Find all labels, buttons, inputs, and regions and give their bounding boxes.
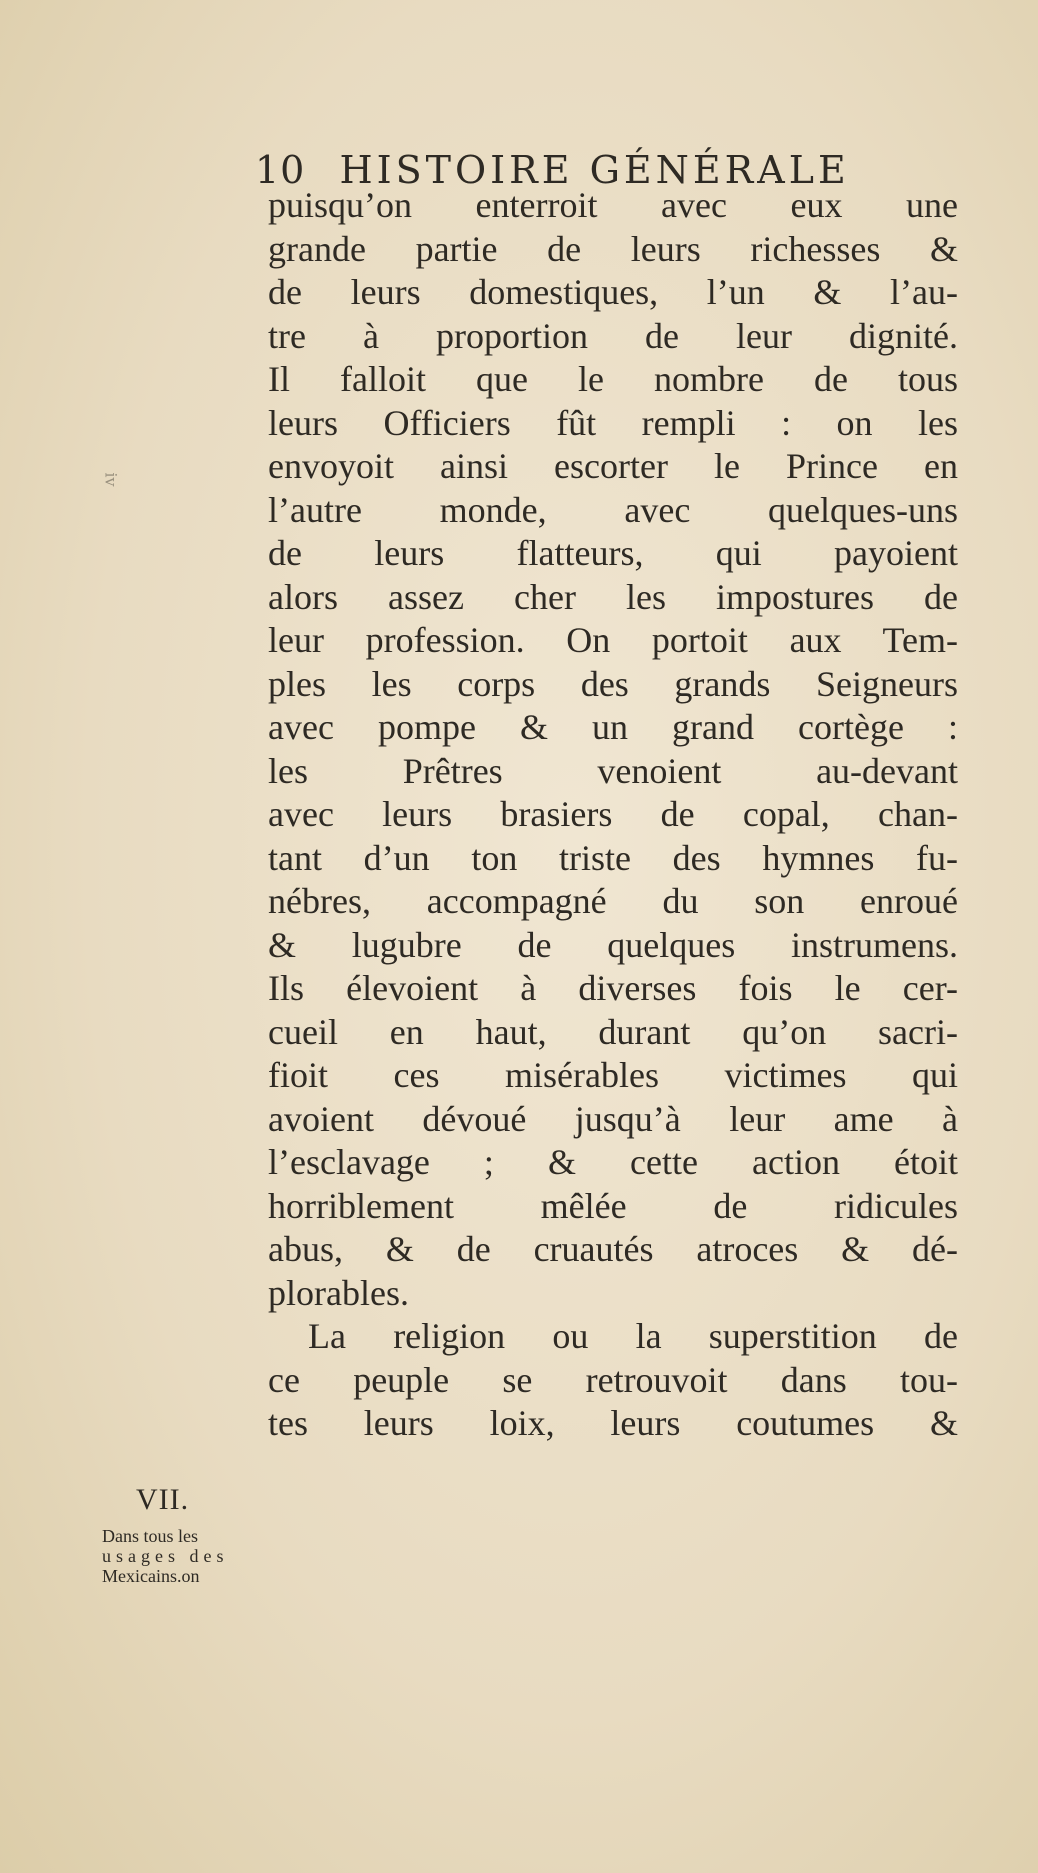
- text-line: l’autre monde, avec quelques-uns: [268, 489, 958, 530]
- text-line: de leurs domestiques, l’un & l’au-: [268, 272, 958, 312]
- text-line: alors assez cher les impostures de: [268, 576, 958, 617]
- sidenote-line: Dans tous les: [102, 1526, 198, 1546]
- text-line: leur profession. On portoit aux Tem-: [268, 620, 958, 660]
- text-line: les Prêtres venoient au-devant: [268, 750, 958, 791]
- text-line: Ils élevoient à diverses fois le cer-: [268, 968, 958, 1008]
- text-line: avoient dévoué jusqu’à leur ame à: [268, 1098, 958, 1139]
- text-line: tes leurs loix, leurs coutumes &: [268, 1403, 958, 1443]
- text-line: nébres, accompagné du son enroué: [268, 881, 958, 921]
- text-line: avec pompe & un grand cortège :: [268, 707, 958, 747]
- text-line: envoyoit ainsi escorter le Prince en: [268, 446, 958, 486]
- margin-sidenote: [102, 1526, 262, 1586]
- text-line: Il falloit que le nombre de tous: [268, 359, 958, 399]
- text-line: de leurs flatteurs, qui payoient: [268, 533, 958, 573]
- margin-mark: ⅳ: [101, 472, 121, 487]
- running-title: HISTOIRE GÉNÉRALE: [339, 148, 850, 192]
- text-line: abus, & de cruautés atroces & dé-: [268, 1229, 958, 1269]
- page-number: 10: [255, 148, 306, 192]
- text-line: tant d’un ton triste des hymnes fu-: [268, 837, 958, 878]
- body-text: [268, 184, 958, 1446]
- text-line: plorables.: [268, 1272, 409, 1313]
- text-line: ce peuple se retrouvoit dans tou-: [268, 1359, 958, 1400]
- text-line: fioit ces misérables victimes qui: [268, 1055, 958, 1095]
- text-line: ples les corps des grands Seigneurs: [268, 663, 958, 704]
- text-line: grande partie de leurs richesses &: [268, 228, 958, 269]
- text-line: avec leurs brasiers de copal, chan-: [268, 794, 958, 834]
- text-line: horriblement mêlée de ridicules: [268, 1185, 958, 1226]
- sidenote-line: usages des: [102, 1546, 229, 1566]
- sidenote-line: Mexicains.on: [102, 1566, 200, 1586]
- text-line: La religion ou la superstition de: [308, 1316, 958, 1356]
- text-line: puisqu’on enterroit avec eux une: [268, 185, 958, 225]
- text-line: l’esclavage ; & cette action étoit: [268, 1142, 958, 1182]
- text-line: tre à proportion de leur dignité.: [268, 315, 958, 356]
- text-line: leurs Officiers fût rempli : on les: [268, 402, 958, 443]
- text-line: & lugubre de quelques instrumens.: [268, 924, 958, 965]
- text-line: cueil en haut, durant qu’on sacri-: [268, 1011, 958, 1052]
- section-number: VII.: [136, 1483, 190, 1516]
